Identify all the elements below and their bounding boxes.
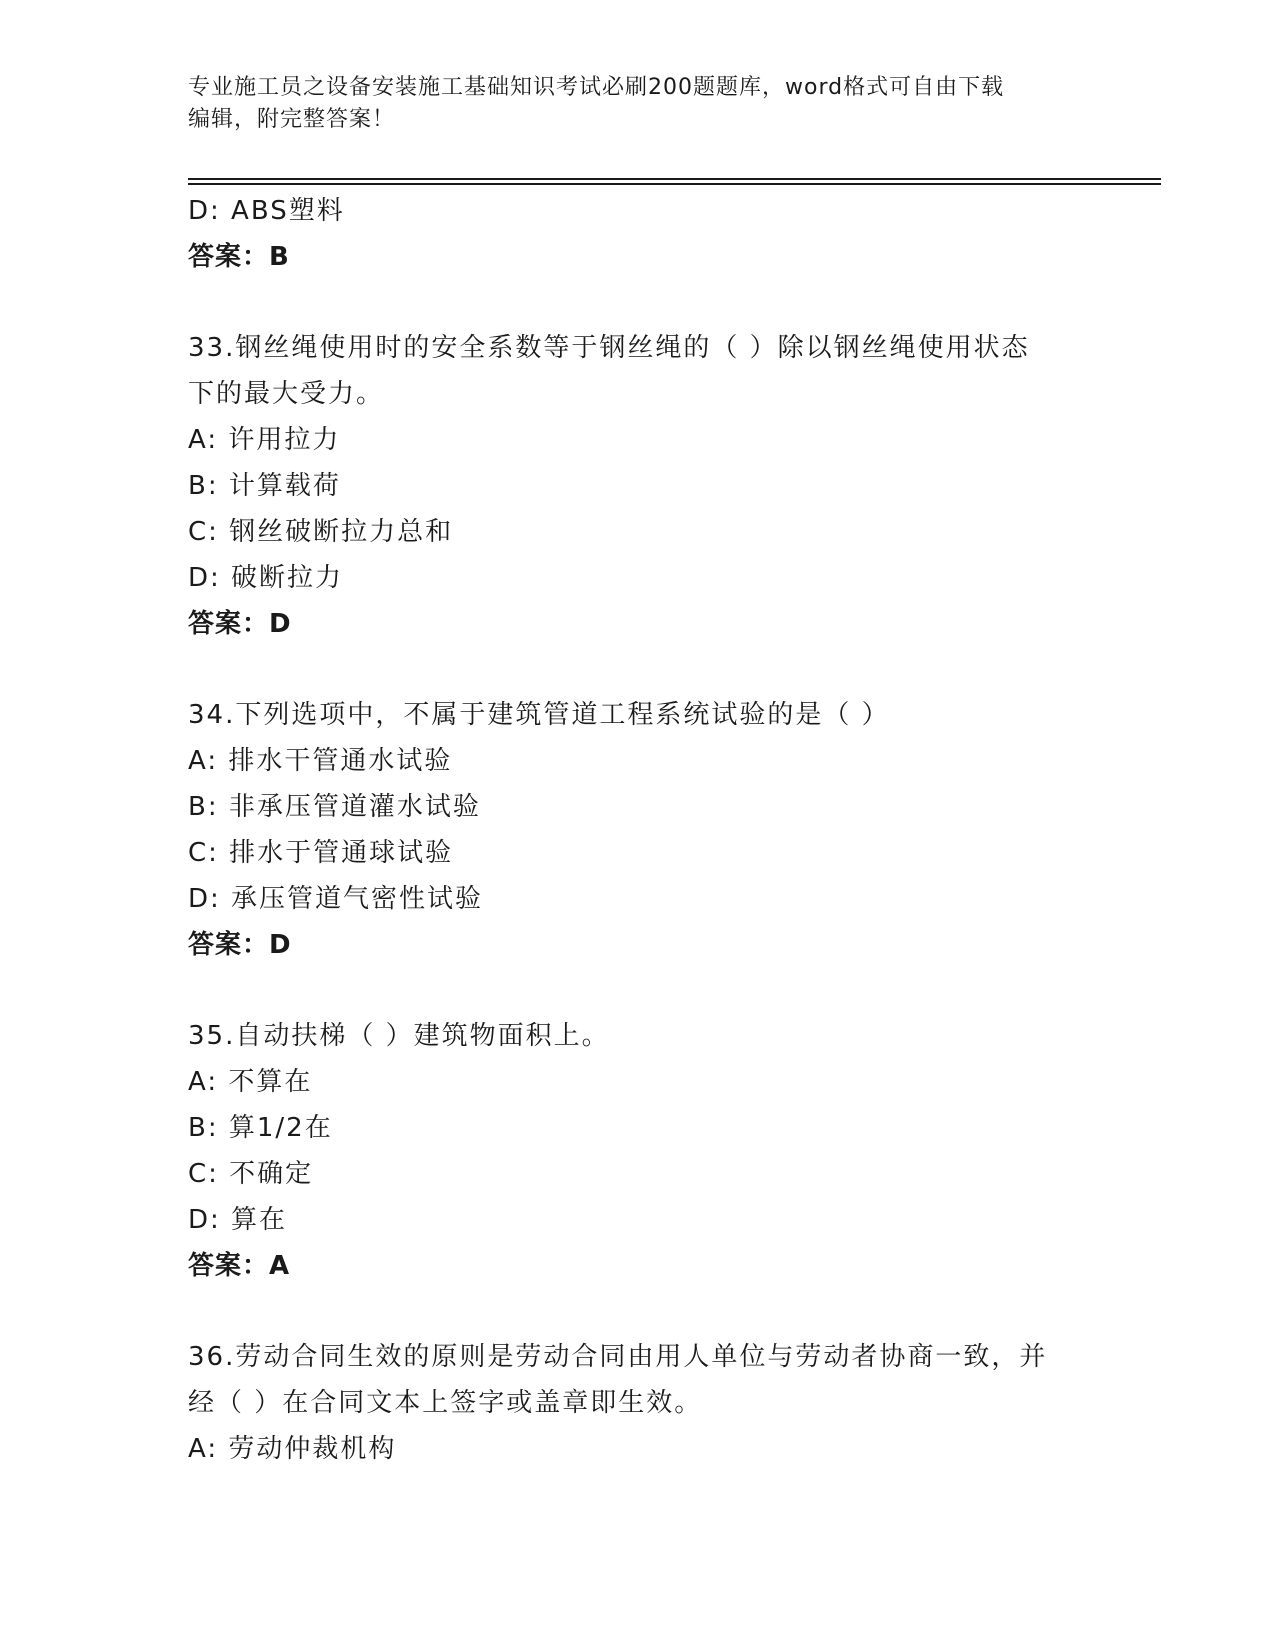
question-36 (188, 1334, 1088, 1472)
header-title-line-2: 编辑，附完整答案！ (188, 107, 396, 132)
option-b: B: 非承压管道灌水试验 (188, 792, 481, 822)
header-title-line-1: 专业施工员之设备安装施工基础知识考试必刷200题题库，word格式可自由下载 (188, 75, 1005, 100)
option-a: A: 不算在 (188, 1067, 313, 1097)
answer-line: 答案：A (188, 1251, 291, 1281)
question-stem: 34.下列选项中，不属于建筑管道工程系统试验的是（ ） (188, 700, 890, 730)
option-d: D: 算在 (188, 1205, 288, 1235)
option-b: B: 算1/2在 (188, 1113, 333, 1143)
question-stem-continued: 经（ ）在合同文本上签字或盖章即生效。 (188, 1388, 703, 1418)
header-divider-bottom (188, 183, 1161, 185)
option-d: D: 破断拉力 (188, 563, 344, 593)
header-divider-top (188, 178, 1161, 180)
option-a: A: 排水干管通水试验 (188, 746, 453, 776)
question-stem-continued: 下的最大受力。 (188, 379, 385, 409)
option-a: A: 劳动仲裁机构 (188, 1434, 397, 1464)
option-c: C: 不确定 (188, 1159, 314, 1189)
question-stem: 35.自动扶梯（ ）建筑物面积上。 (188, 1021, 610, 1051)
question-33 (188, 325, 1088, 647)
option-c: C: 排水于管通球试验 (188, 838, 454, 868)
document-header (188, 72, 1088, 136)
question-stem: 33.钢丝绳使用时的安全系数等于钢丝绳的（ ）除以钢丝绳使用状态 (188, 333, 1030, 363)
option-b: B: 计算载荷 (188, 471, 341, 501)
option-d: D: 承压管道气密性试验 (188, 884, 484, 914)
document-body (188, 188, 1088, 1472)
answer-line: 答案：D (188, 930, 292, 960)
option-c: C: 钢丝破断拉力总和 (188, 517, 454, 547)
question-34 (188, 692, 1088, 968)
previous-question-tail (188, 188, 1088, 280)
answer-line: 答案：D (188, 609, 292, 639)
option-a: A: 许用拉力 (188, 425, 341, 455)
question-35 (188, 1013, 1088, 1289)
option-d: D: ABS塑料 (188, 196, 345, 226)
answer-line: 答案：B (188, 242, 290, 272)
question-stem: 36.劳动合同生效的原则是劳动合同由用人单位与劳动者协商一致，并 (188, 1342, 1048, 1372)
